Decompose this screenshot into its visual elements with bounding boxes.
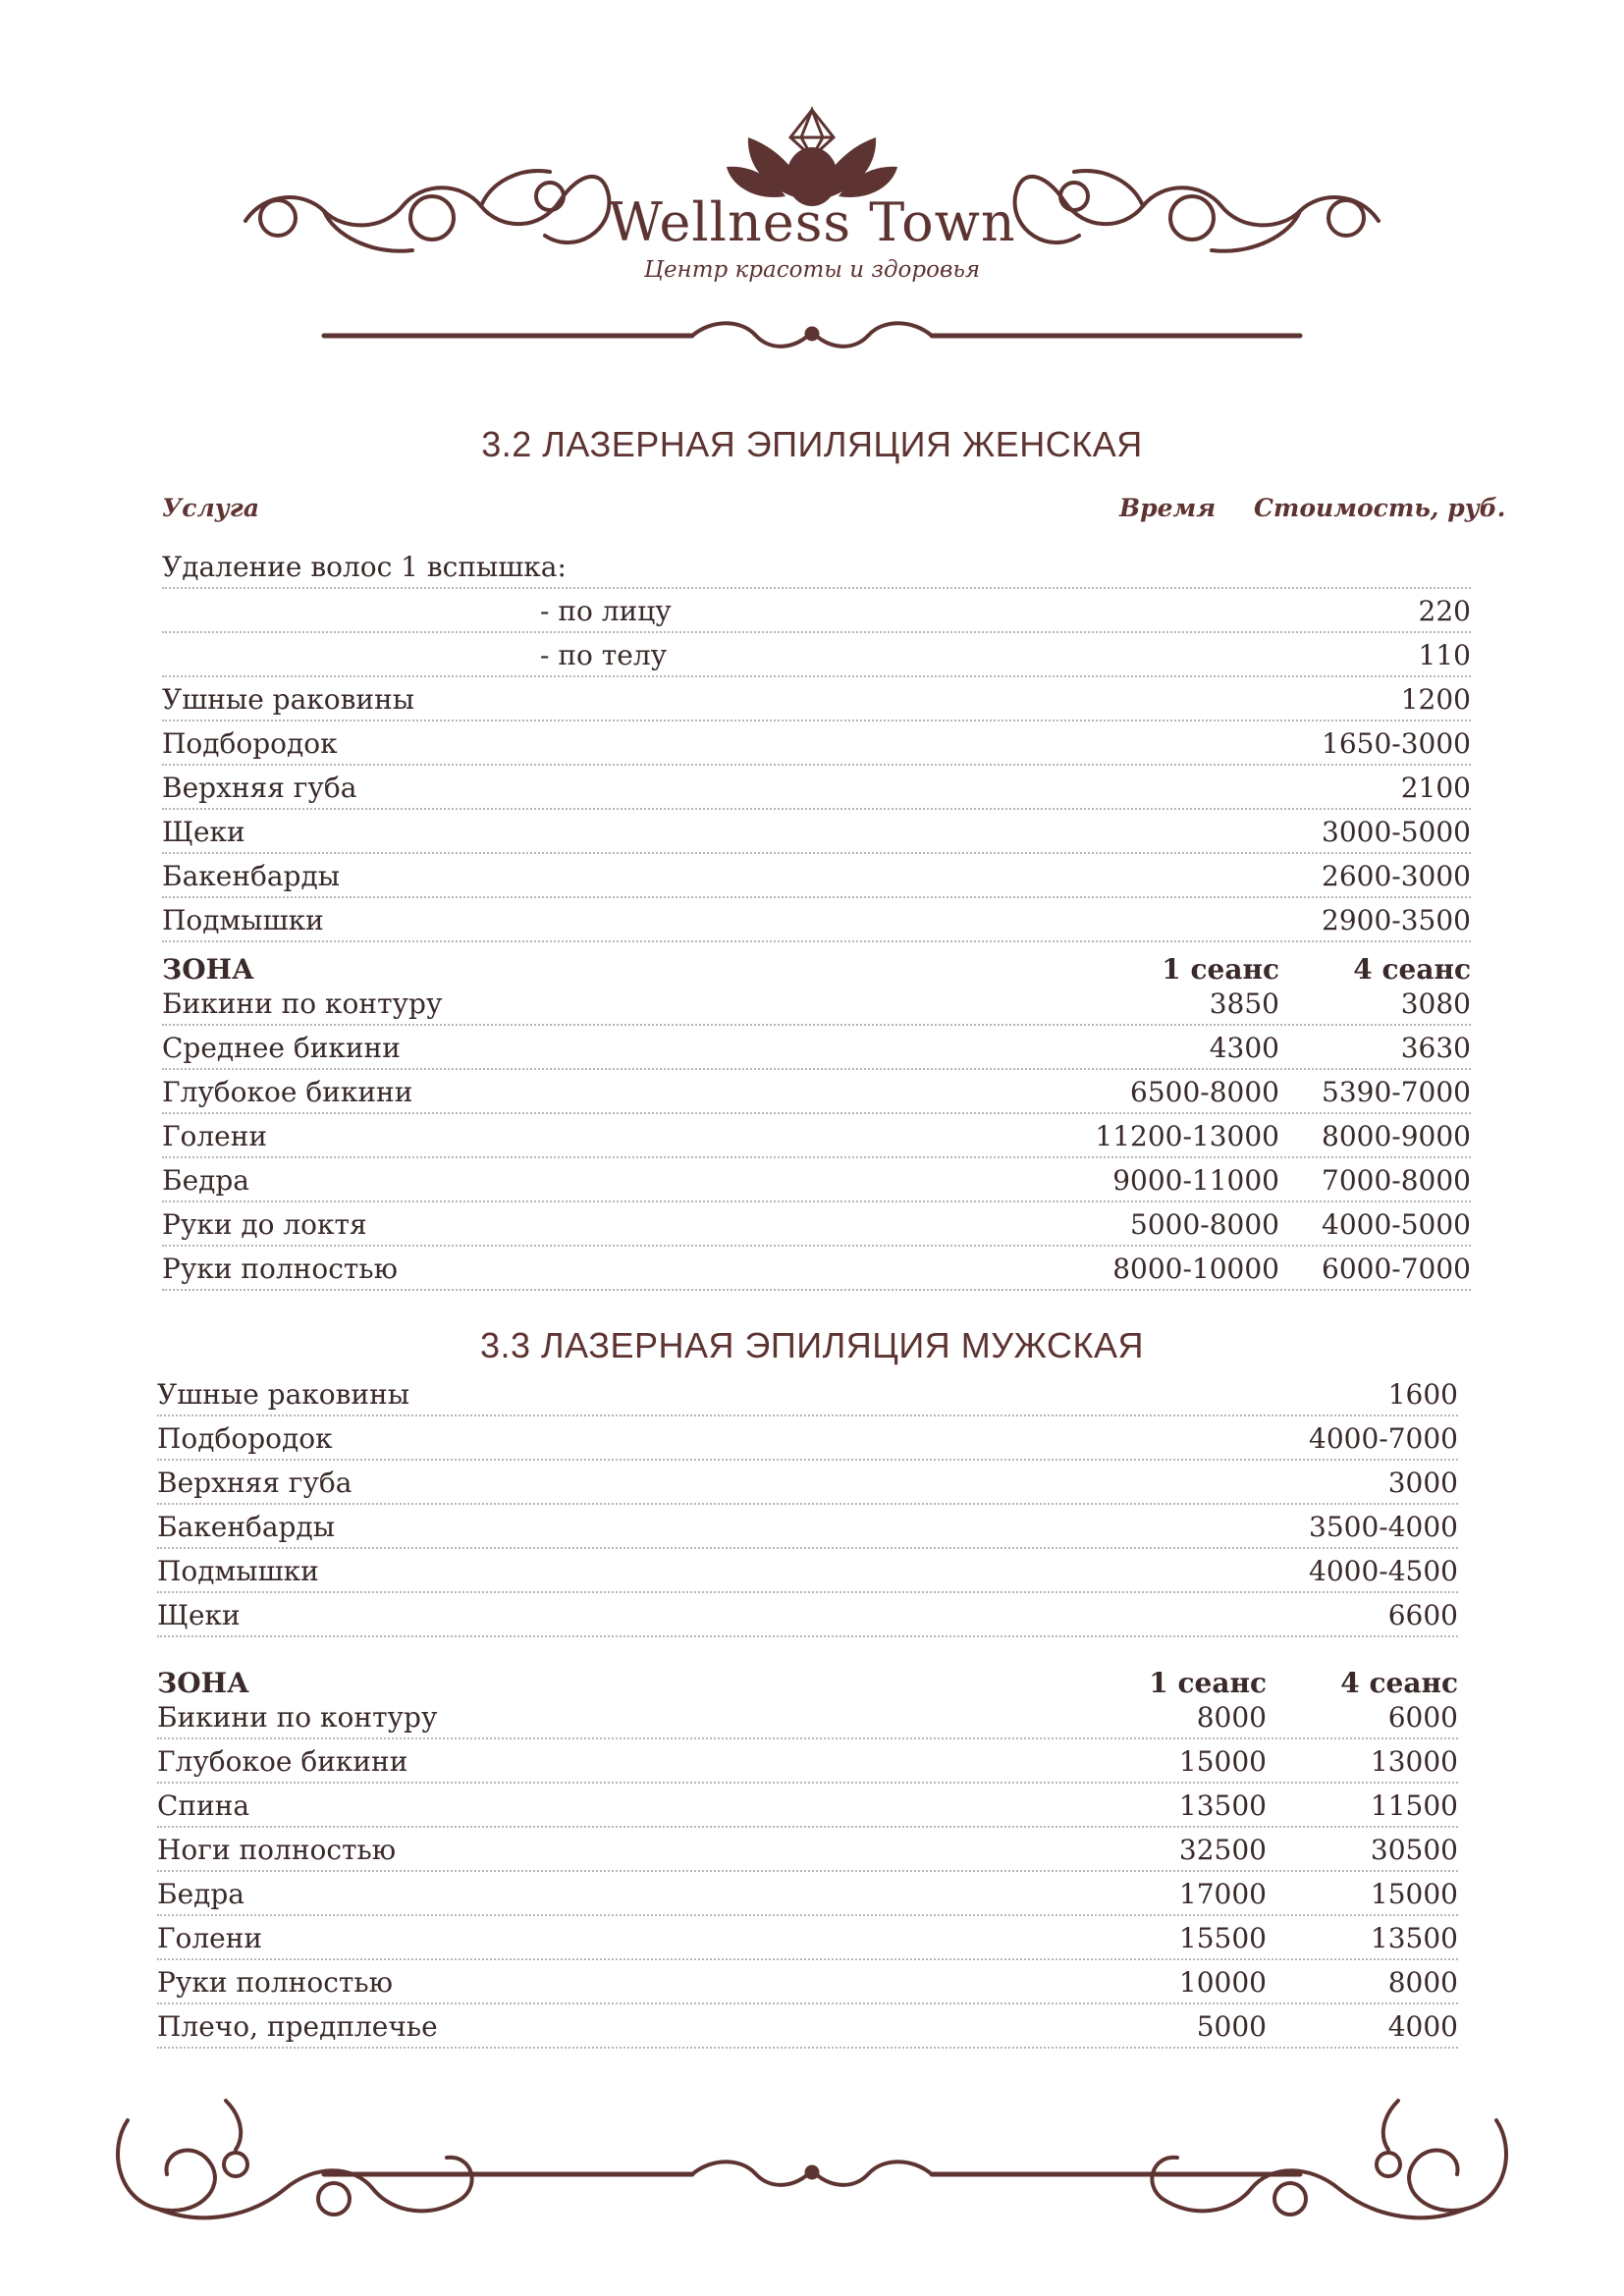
service-label: Руки полностью xyxy=(162,1253,398,1285)
price-value: 1650-3000 xyxy=(1322,727,1471,760)
service-label: Бедра xyxy=(162,1164,250,1197)
service-label: Бикини по контуру xyxy=(157,1701,438,1734)
flash-row xyxy=(162,545,1471,589)
flash-sub-row xyxy=(162,633,1471,677)
service-label: - по лицу xyxy=(540,595,672,627)
price-session-1: 8000-10000 xyxy=(1112,1253,1279,1285)
zone-header-session-4: 4 сеанс xyxy=(1340,1667,1458,1699)
price-value: 1200 xyxy=(1400,683,1471,716)
price-value: 110 xyxy=(1418,639,1471,671)
price-row xyxy=(162,721,1471,766)
price-session-4: 6000-7000 xyxy=(1322,1253,1471,1285)
zone-header-label: ЗОНА xyxy=(162,953,254,986)
price-row xyxy=(162,677,1471,721)
zone-row xyxy=(157,1916,1458,1960)
price-session-4: 4000 xyxy=(1387,2010,1458,2043)
zone-row xyxy=(162,1114,1471,1158)
column-header-service: Услуга xyxy=(162,494,260,522)
logo-tagline: Центр красоты и здоровья xyxy=(643,257,981,283)
price-session-4: 5390-7000 xyxy=(1322,1076,1471,1108)
price-session-1: 4300 xyxy=(1209,1032,1279,1064)
zone-row xyxy=(162,1026,1471,1070)
header-ornament xyxy=(0,0,1624,373)
zone-row xyxy=(162,1247,1471,1291)
service-label: Бикини по контуру xyxy=(162,988,443,1020)
price-session-4: 13000 xyxy=(1370,1745,1458,1778)
service-label: Подбородок xyxy=(162,727,338,760)
zone-row xyxy=(157,1828,1458,1872)
price-session-4: 3630 xyxy=(1400,1032,1471,1064)
price-session-1: 6500-8000 xyxy=(1130,1076,1279,1108)
service-label: Щеки xyxy=(157,1599,241,1631)
price-value: 220 xyxy=(1418,595,1471,627)
price-value: 3000-5000 xyxy=(1322,816,1471,848)
price-value: 2600-3000 xyxy=(1322,860,1471,892)
price-row xyxy=(162,810,1471,854)
price-session-1: 3850 xyxy=(1209,988,1279,1020)
logo-name: Wellness Town xyxy=(608,191,1016,253)
price-row xyxy=(162,766,1471,810)
service-label: Глубокое бикини xyxy=(162,1076,413,1108)
price-row xyxy=(162,898,1471,942)
service-label: Голени xyxy=(157,1922,263,1954)
price-value: 1600 xyxy=(1387,1378,1458,1411)
price-session-1: 9000-11000 xyxy=(1112,1164,1279,1197)
service-label: Спина xyxy=(157,1789,250,1822)
service-label: Ушные раковины xyxy=(157,1378,410,1411)
price-value: 4000-7000 xyxy=(1309,1422,1458,1455)
service-label: Бакенбарды xyxy=(162,860,341,892)
price-value: 6600 xyxy=(1387,1599,1458,1631)
price-value: 3000 xyxy=(1387,1467,1458,1499)
price-session-4: 15000 xyxy=(1370,1878,1458,1910)
price-value: 2100 xyxy=(1400,772,1471,804)
price-session-4: 8000 xyxy=(1387,1966,1458,1999)
price-session-4: 3080 xyxy=(1400,988,1471,1020)
service-label: Плечо, предплечье xyxy=(157,2010,438,2043)
section-title-male: 3.3 ЛАЗЕРНАЯ ЭПИЛЯЦИЯ МУЖСКАЯ xyxy=(480,1325,1144,1365)
service-label: Ушные раковины xyxy=(162,683,415,716)
price-session-1: 13500 xyxy=(1178,1789,1267,1822)
service-label: Подбородок xyxy=(157,1422,333,1455)
price-session-4: 6000 xyxy=(1387,1701,1458,1734)
price-session-4: 7000-8000 xyxy=(1322,1164,1471,1197)
service-label: Верхняя губа xyxy=(162,772,357,804)
price-session-4: 11500 xyxy=(1370,1789,1458,1822)
price-value: 3500-4000 xyxy=(1309,1511,1458,1543)
service-label: Щеки xyxy=(162,816,245,848)
zone-header-session-4: 4 сеанс xyxy=(1353,953,1471,986)
zone-row xyxy=(157,1784,1458,1828)
price-session-1: 32500 xyxy=(1178,1834,1267,1866)
service-label: Среднее бикини xyxy=(162,1032,401,1064)
price-value: 2900-3500 xyxy=(1322,904,1471,936)
price-row xyxy=(157,1372,1458,1416)
section-title-female: 3.2 ЛАЗЕРНАЯ ЭПИЛЯЦИЯ ЖЕНСКАЯ xyxy=(481,424,1143,464)
price-session-1: 5000-8000 xyxy=(1130,1208,1279,1241)
price-session-1: 15000 xyxy=(1178,1745,1267,1778)
price-session-1: 17000 xyxy=(1178,1878,1267,1910)
page-footer xyxy=(0,2042,1624,2296)
zone-row xyxy=(162,982,1471,1026)
zone-row xyxy=(157,1872,1458,1916)
service-label: Подмышки xyxy=(157,1555,319,1587)
flash-label: Удаление волос 1 вспышка: xyxy=(162,551,567,583)
page-header xyxy=(0,0,1624,373)
price-session-4: 13500 xyxy=(1370,1922,1458,1954)
zone-header-session-1: 1 сеанс xyxy=(1162,953,1279,986)
service-label: Руки до локтя xyxy=(162,1208,367,1241)
price-session-1: 5000 xyxy=(1196,2010,1267,2043)
service-label: Бакенбарды xyxy=(157,1511,336,1543)
zone-header-label: ЗОНА xyxy=(157,1667,249,1699)
flash-sub-row xyxy=(162,589,1471,633)
service-label: Руки полностью xyxy=(157,1966,393,1999)
service-label: Бедра xyxy=(157,1878,245,1910)
price-row xyxy=(157,1505,1458,1549)
zone-row xyxy=(162,1202,1471,1247)
service-label: Верхняя губа xyxy=(157,1467,352,1499)
service-label: - по телу xyxy=(540,639,668,671)
price-session-4: 8000-9000 xyxy=(1322,1120,1471,1152)
footer-ornament xyxy=(0,2042,1624,2296)
price-value: 4000-4500 xyxy=(1309,1555,1458,1587)
service-label: Подмышки xyxy=(162,904,324,936)
price-row xyxy=(157,1593,1458,1637)
price-session-1: 8000 xyxy=(1196,1701,1267,1734)
price-session-1: 11200-13000 xyxy=(1095,1120,1279,1152)
column-header-price: Стоимость, руб. xyxy=(1254,494,1506,522)
price-row xyxy=(157,1416,1458,1461)
zone-header-session-1: 1 сеанс xyxy=(1149,1667,1267,1699)
zone-row xyxy=(162,1158,1471,1202)
price-row xyxy=(157,1461,1458,1505)
column-header-time: Время xyxy=(1119,494,1217,522)
zone-row xyxy=(162,1070,1471,1114)
service-label: Глубокое бикини xyxy=(157,1745,408,1778)
dotted-leader xyxy=(157,1635,1458,1637)
price-session-4: 30500 xyxy=(1370,1834,1458,1866)
price-row xyxy=(157,1549,1458,1593)
price-row xyxy=(162,854,1471,898)
dotted-leader xyxy=(162,940,1471,942)
zone-row xyxy=(157,1739,1458,1784)
footer-right-scroll-icon xyxy=(1409,2120,1506,2211)
price-session-1: 15500 xyxy=(1178,1922,1267,1954)
service-label: Голени xyxy=(162,1120,268,1152)
footer-left-scroll-icon xyxy=(118,2120,215,2211)
price-session-1: 10000 xyxy=(1178,1966,1267,1999)
zone-row xyxy=(157,1960,1458,2004)
price-session-4: 4000-5000 xyxy=(1322,1208,1471,1241)
service-label: Ноги полностью xyxy=(157,1834,397,1866)
zone-row xyxy=(157,1695,1458,1739)
